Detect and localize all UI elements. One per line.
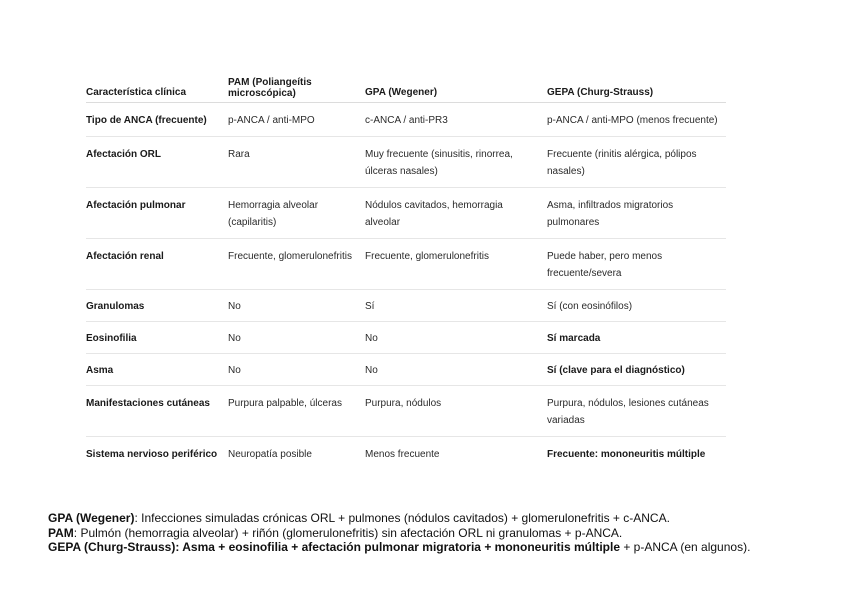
table-row	[86, 321, 726, 353]
header-gepa: GEPA (Churg-Strauss)	[547, 72, 726, 102]
row-feature: Manifestaciones cutáneas	[86, 385, 228, 436]
row-gpa: Purpura, nódulos	[365, 385, 547, 436]
row-feature: Afectación pulmonar	[86, 187, 228, 238]
row-feature: Asma	[86, 353, 228, 385]
summary-notes	[48, 511, 838, 555]
row-pam: p-ANCA / anti-MPO	[228, 102, 365, 136]
row-gpa: Nódulos cavitados, hemorragia alveolar	[365, 187, 547, 238]
note-gepa	[48, 540, 838, 555]
row-gepa: Puede haber, pero menos frecuente/severa	[547, 238, 726, 289]
row-gpa: Muy frecuente (sinusitis, rinorrea, úlceras nasales)	[365, 136, 547, 187]
header-gpa: GPA (Wegener)	[365, 72, 547, 102]
row-gepa: p-ANCA / anti-MPO (menos frecuente)	[547, 102, 726, 136]
table-row	[86, 102, 726, 136]
comparison-table-container	[86, 72, 726, 470]
note-gepa-text: + p-ANCA (en algunos).	[620, 540, 751, 554]
table-row	[86, 136, 726, 187]
note-pam-term: PAM	[48, 525, 74, 540]
row-pam: No	[228, 353, 365, 385]
table-row	[86, 238, 726, 289]
row-gpa: No	[365, 321, 547, 353]
row-feature: Granulomas	[86, 289, 228, 321]
table-row	[86, 353, 726, 385]
row-gpa: No	[365, 353, 547, 385]
row-pam: Hemorragia alveolar (capilaritis)	[228, 187, 365, 238]
note-pam-text: : Pulmón (hemorragia alveolar) + riñón (glomerulonefritis) sin afectación ORL ni granulomas + p-ANCA.	[73, 525, 623, 540]
row-pam: Frecuente, glomerulonefritis	[228, 238, 365, 289]
row-gpa: Menos frecuente	[365, 448, 440, 460]
note-gpa-text: : Infecciones simuladas crónicas ORL + pulmones (nódulos cavitados) + glomerulonefritis + c-ANCA.	[134, 511, 670, 525]
row-feature: Tipo de ANCA (frecuente)	[86, 102, 228, 136]
row-feature: Afectación renal	[86, 238, 228, 289]
note-gpa-term: GPA (Wegener)	[48, 511, 135, 525]
row-gepa: Frecuente (rinitis alérgica, pólipos nasales)	[547, 136, 726, 187]
header-pam: PAM (Poliangeítis microscópica)	[228, 72, 365, 102]
row-gepa: Frecuente: mononeuritis múltiple	[547, 448, 706, 460]
row-pam: Rara	[228, 136, 365, 187]
row-feature: Afectación ORL	[86, 136, 228, 187]
vasculitis-comparison-table	[86, 72, 726, 470]
table-row	[86, 436, 726, 470]
note-pam	[48, 526, 838, 541]
row-feature: Sistema nervioso periférico	[86, 448, 218, 460]
note-gepa-term: GEPA (Churg-Strauss): Asma + eosinofilia + afectación pulmonar migratoria + mononeuritis múltiple	[48, 540, 620, 554]
row-gpa: c-ANCA / anti-PR3	[365, 102, 547, 136]
table-row	[86, 289, 726, 321]
header-feature: Característica clínica	[86, 72, 228, 102]
row-pam: Purpura palpable, úlceras	[228, 385, 365, 436]
row-gepa: Sí (clave para el diagnóstico)	[547, 353, 726, 385]
table-header-row	[86, 72, 726, 102]
row-gepa: Purpura, nódulos, lesiones cutáneas variadas	[547, 385, 726, 436]
row-feature: Eosinofilia	[86, 321, 228, 353]
row-gepa: Asma, infiltrados migratorios pulmonares	[547, 187, 726, 238]
row-pam: No	[228, 289, 365, 321]
table-row	[86, 385, 726, 436]
row-gepa: Sí (con eosinófilos)	[547, 289, 726, 321]
row-pam: Neuropatía posible	[228, 448, 312, 460]
table-row	[86, 187, 726, 238]
note-gpa	[48, 511, 838, 526]
row-gepa: Sí marcada	[547, 321, 726, 353]
row-pam: No	[228, 321, 365, 353]
row-gpa: Frecuente, glomerulonefritis	[365, 238, 547, 289]
row-gpa: Sí	[365, 289, 547, 321]
